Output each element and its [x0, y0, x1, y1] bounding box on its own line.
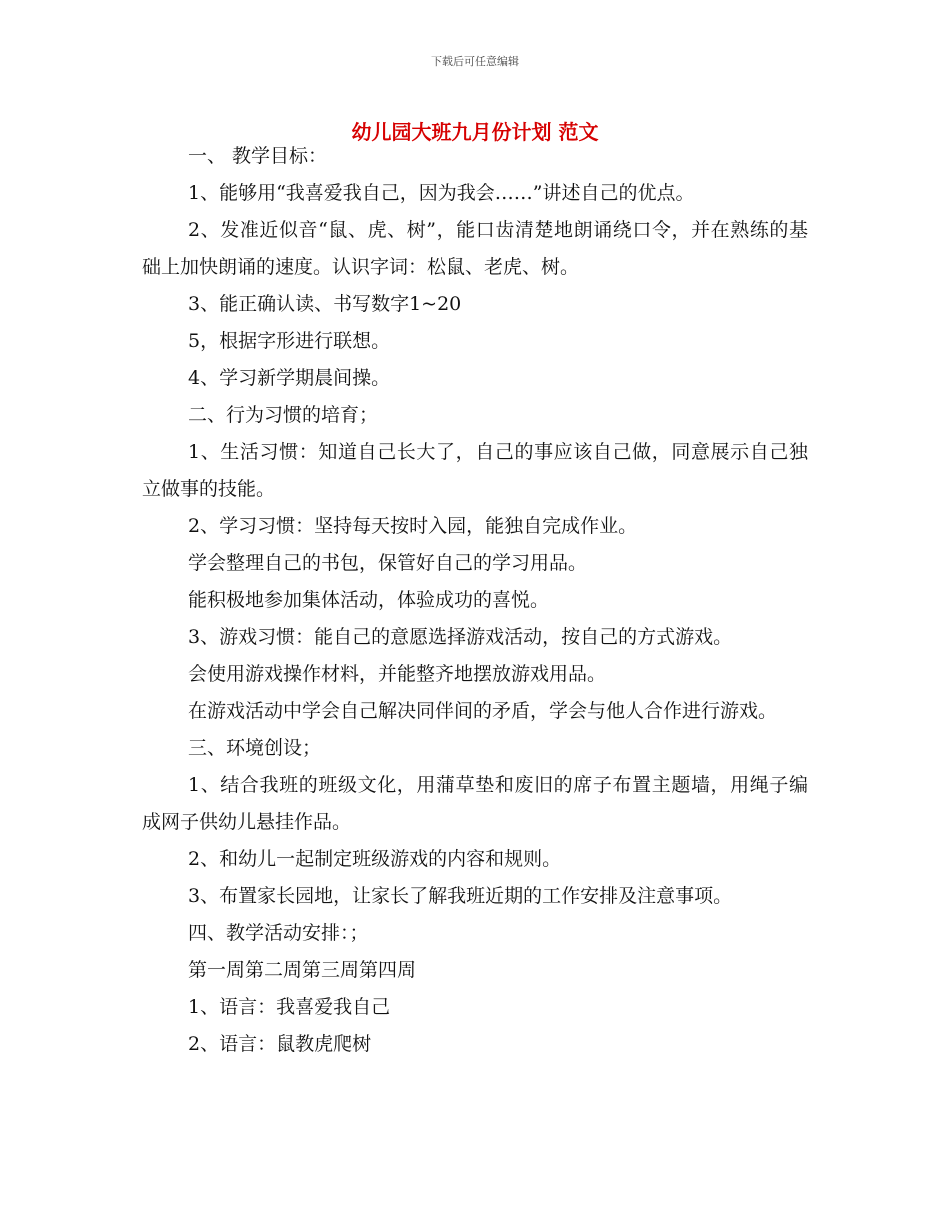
paragraph: 1、生活习惯：知道自己长大了，自己的事应该自己做，同意展示自己独立做事的技能。 — [142, 441, 808, 500]
paragraph: 5，根据字形进行联想。 — [188, 330, 391, 352]
paragraph: 2、发准近似音“鼠、虎、树”，能口齿清楚地朗诵绕口令，并在熟练的基础上加快朗诵的速度。认识字词：松鼠、老虎、树。 — [142, 219, 808, 278]
paragraph: 2、和幼儿一起制定班级游戏的内容和规则。 — [188, 848, 562, 870]
paragraph: 一、 教学目标： — [188, 145, 328, 167]
paragraph: 2、学习习惯：坚持每天按时入园，能独自完成作业。 — [188, 515, 638, 537]
document-title: 幼儿园大班九月份计划 范文 — [351, 120, 599, 144]
paragraph: 在游戏活动中学会自己解决同伴间的矛盾，学会与他人合作进行游戏。 — [188, 700, 778, 722]
paragraph: 1、语言：我喜爱我自己 — [188, 996, 391, 1018]
paragraph: 能积极地参加集体活动，体验成功的喜悦。 — [188, 589, 550, 611]
paragraph: 3、能正确认读、书写数字1~20 — [188, 293, 462, 315]
header-note: 下载后可任意编辑 — [431, 55, 519, 68]
paragraph: 3、游戏习惯：能自己的意愿选择游戏活动，按自己的方式游戏。 — [188, 626, 733, 648]
paragraph: 三、环境创设； — [188, 737, 322, 759]
paragraph: 1、结合我班的班级文化，用蒲草垫和废旧的席子布置主题墙，用绳子编成网子供幼儿悬挂作品。 — [142, 774, 808, 833]
document-body — [142, 138, 808, 1063]
paragraph: 二、行为习惯的培育； — [188, 404, 379, 426]
paragraph: 1、能够用“我喜爱我自己，因为我会……”讲述自己的优点。 — [188, 182, 695, 204]
paragraph: 4、学习新学期晨间操。 — [188, 367, 391, 389]
paragraph: 学会整理自己的书包，保管好自己的学习用品。 — [188, 552, 588, 574]
paragraph: 会使用游戏操作材料，并能整齐地摆放游戏用品。 — [188, 663, 607, 685]
paragraph: 四、教学活动安排：； — [188, 922, 369, 944]
paragraph: 第一周第二周第三周第四周 — [188, 959, 417, 981]
paragraph: 3、布置家长园地，让家长了解我班近期的工作安排及注意事项。 — [188, 885, 733, 907]
paragraph: 2、语言：鼠教虎爬树 — [188, 1033, 372, 1055]
